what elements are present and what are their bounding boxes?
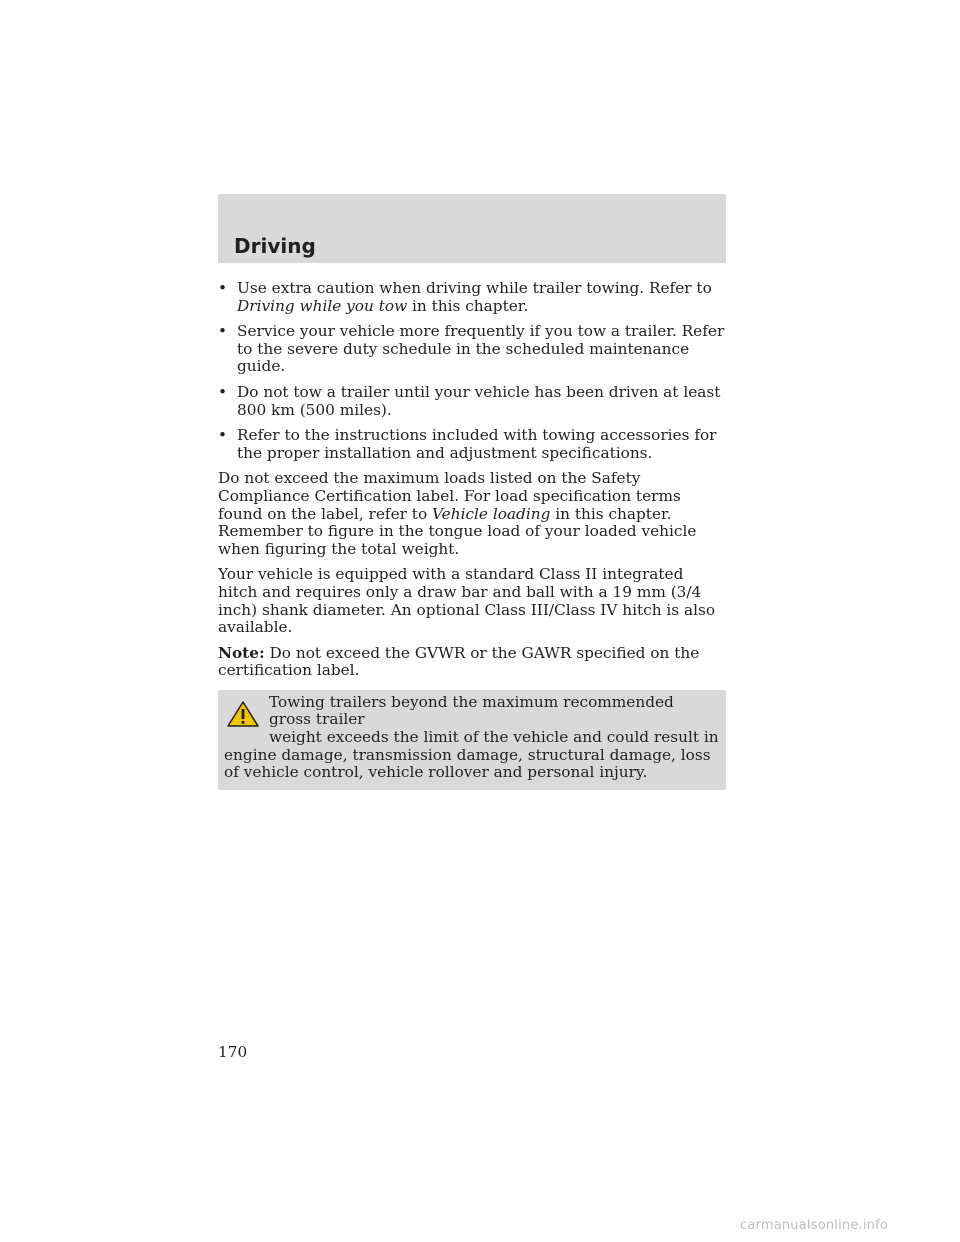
warning-triangle-icon: [226, 700, 260, 728]
loads-paragraph: [218, 470, 726, 558]
loads-link: Vehicle loading: [432, 504, 551, 523]
section-header: [218, 194, 726, 263]
bullet-text: Service your vehicle more frequently if you tow a trailer. Refer to the severe duty schedule in the scheduled maintenance guide.: [237, 322, 725, 376]
bullet-text: Refer to the instructions included with towing accessories for the proper installation and adjustment specifications.: [237, 426, 717, 462]
bullet-icon: •: [218, 382, 228, 401]
page-number: 170: [218, 1043, 248, 1061]
section-title: Driving: [234, 234, 316, 258]
warning-line-1: Towing trailers beyond the maximum recommended gross trailer: [269, 692, 674, 729]
warning-line-2: weight exceeds the limit of the vehicle and could result in: [269, 728, 719, 747]
bullet-item: [218, 427, 726, 462]
warning-box: [218, 690, 726, 790]
bullet-text: Use extra caution when driving while trailer towing. Refer to: [237, 279, 712, 297]
bullet-icon: •: [218, 322, 228, 341]
bullet-icon: •: [218, 279, 228, 297]
loads-text-end: in this chapter. Remember to figure in the tongue load of your loaded vehicle when figuring the total weight.: [218, 504, 697, 558]
page-content: [218, 280, 726, 790]
watermark: carmanualsonline.info: [740, 1218, 889, 1233]
warning-text-rest: engine damage, transmission damage, structural damage, loss of vehicle control, vehicle rollover and personal injury.: [224, 745, 711, 782]
bullet-item: [218, 384, 726, 419]
bullet-text: Do not tow a trailer until your vehicle has been driven at least 800 km (500 miles).: [237, 382, 721, 419]
hitch-paragraph: Your vehicle is equipped with a standard Class II integrated hitch and requires only a draw bar and ball with a 19 mm (3/4 inch) shank diameter. An optional Class III/Class IV hitch is also available.: [218, 565, 716, 637]
bullet-link: Driving while you tow: [237, 296, 408, 315]
note-label: Note:: [218, 643, 265, 662]
bullet-icon: •: [218, 426, 228, 445]
loads-text: Do not exceed the maximum loads listed on the Safety Compliance Certification label. For load specification terms found on the label, refer to: [218, 469, 681, 523]
bullet-item: [218, 323, 726, 376]
note-paragraph: [218, 645, 726, 680]
bullet-item: [218, 280, 726, 315]
bullet-text-end: in this chapter.: [407, 296, 529, 315]
note-text: Do not exceed the GVWR or the GAWR specified on the certification label.: [218, 643, 700, 680]
